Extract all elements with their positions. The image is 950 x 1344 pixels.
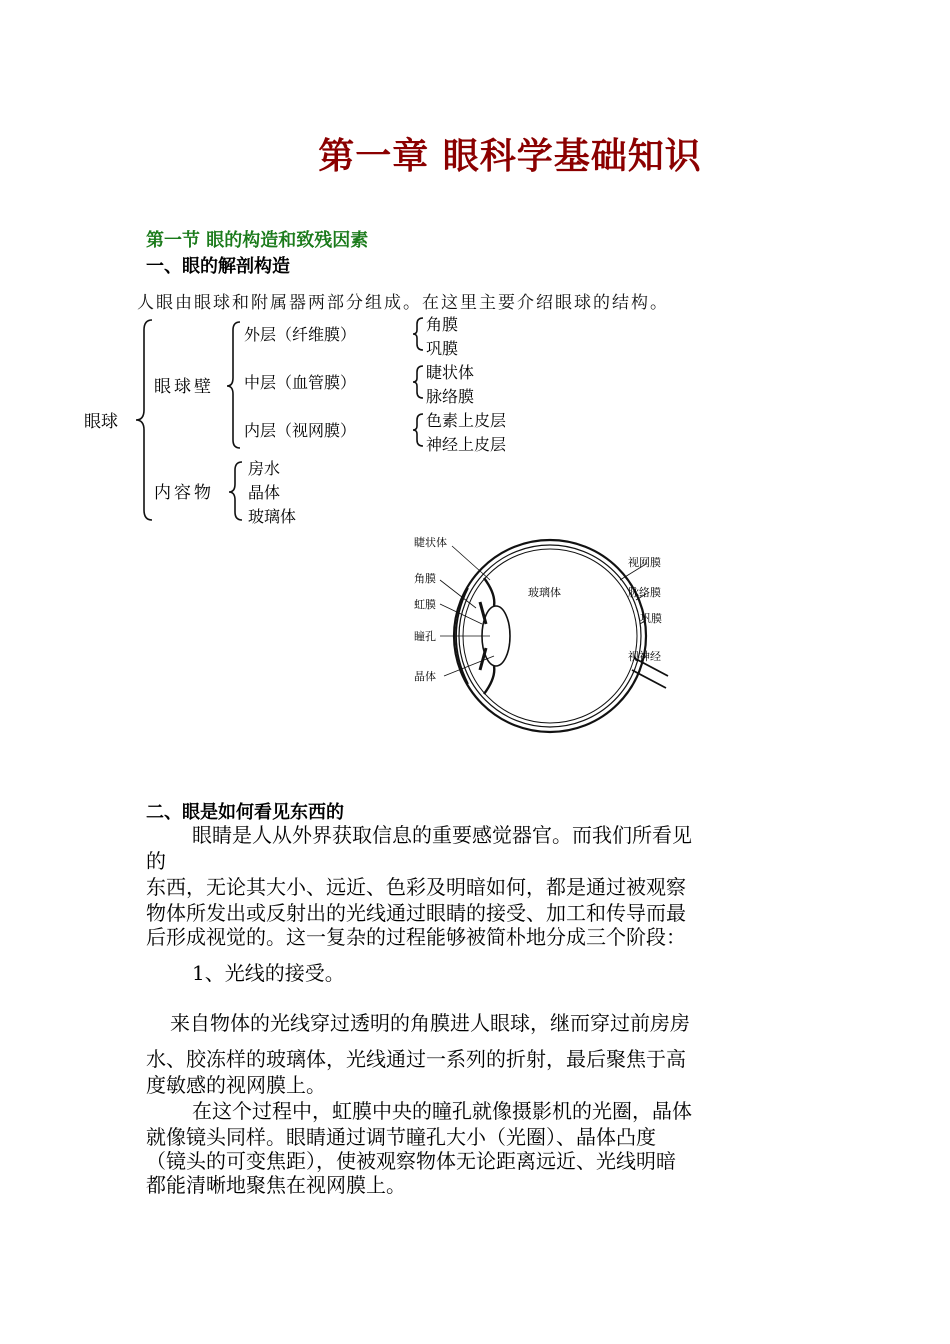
paragraph-line: 眼睛是人从外界获取信息的重要感觉器官。而我们所看见 [192,823,692,847]
tree-leaf: 晶体 [248,483,281,502]
intro-line: 人眼由眼球和附属器两部分组成。在这里主要介绍眼球的结构。 [137,293,669,313]
tree-root: 眼球 [84,412,118,432]
subsection-title-anatomy: 一、眼的解剖构造 [146,256,290,277]
paragraph-line: 都能清晰地聚焦在视网膜上。 [146,1173,406,1197]
eye-label: 睫状体 [414,536,447,549]
paragraph-line: 水、胶冻样的玻璃体，光线通过一系列的折射，最后聚焦于高 [146,1047,686,1071]
eye-label: 视神经 [628,650,661,663]
paragraph-line: 东西，无论其大小、远近、色彩及明暗如何，都是通过被观察 [146,875,686,899]
paragraph-line: 来自物体的光线穿过透明的角膜进人眼球，继而穿过前房房 [170,1011,690,1035]
eye-label: 玻璃体 [528,586,561,599]
list-item-step-1: 1、光线的接受。 [192,961,345,985]
tree-inner-layer: 内层（视网膜） [244,421,357,440]
tree-wall: 眼球壁 [154,377,214,397]
chapter-title: 第一章 眼科学基础知识 [318,136,702,177]
subsection-title-vision: 二、眼是如何看见东西的 [146,802,344,823]
paragraph-line: 度敏感的视网膜上。 [146,1073,326,1097]
eye-label: 瞳孔 [414,630,436,643]
eye-cross-section-diagram [410,528,680,738]
tree-leaf: 神经上皮层 [426,435,507,454]
eye-label: 晶体 [414,670,436,683]
tree-outer-layer: 外层（纤维膜） [244,325,357,344]
paragraph-line: 的 [146,849,166,873]
eye-label: 虹膜 [414,598,436,611]
eye-label: 脉络膜 [628,586,661,599]
tree-leaf: 房水 [248,459,281,478]
eye-label: 视网膜 [628,556,661,569]
eyeball-structure-tree [80,312,580,526]
tree-leaf: 脉络膜 [426,387,475,406]
tree-middle-layer: 中层（血管膜） [244,373,357,392]
paragraph-line: 物体所发出或反射出的光线通过眼睛的接受、加工和传导而最 [146,901,686,925]
eye-label: 巩膜 [640,612,662,625]
tree-leaf: 色素上皮层 [426,411,507,430]
section-title: 第一节 眼的构造和致残因素 [146,230,369,251]
tree-leaf: 玻璃体 [248,507,297,526]
tree-leaf: 角膜 [426,315,459,334]
paragraph-line: 后形成视觉的。这一复杂的过程能够被简朴地分成三个阶段： [146,925,686,949]
paragraph-line: （镜头的可变焦距），使被观察物体无论距离远近、光线明暗 [146,1149,676,1173]
tree-contents: 内容物 [154,483,214,503]
paragraph-line: 在这个过程中，虹膜中央的瞳孔就像摄影机的光圈，晶体 [192,1099,692,1123]
paragraph-line: 就像镜头同样。眼睛通过调节瞳孔大小（光圈）、晶体凸度 [146,1125,656,1149]
tree-leaf: 巩膜 [426,339,459,358]
tree-leaf: 睫状体 [426,363,475,382]
eye-label: 角膜 [414,572,436,585]
